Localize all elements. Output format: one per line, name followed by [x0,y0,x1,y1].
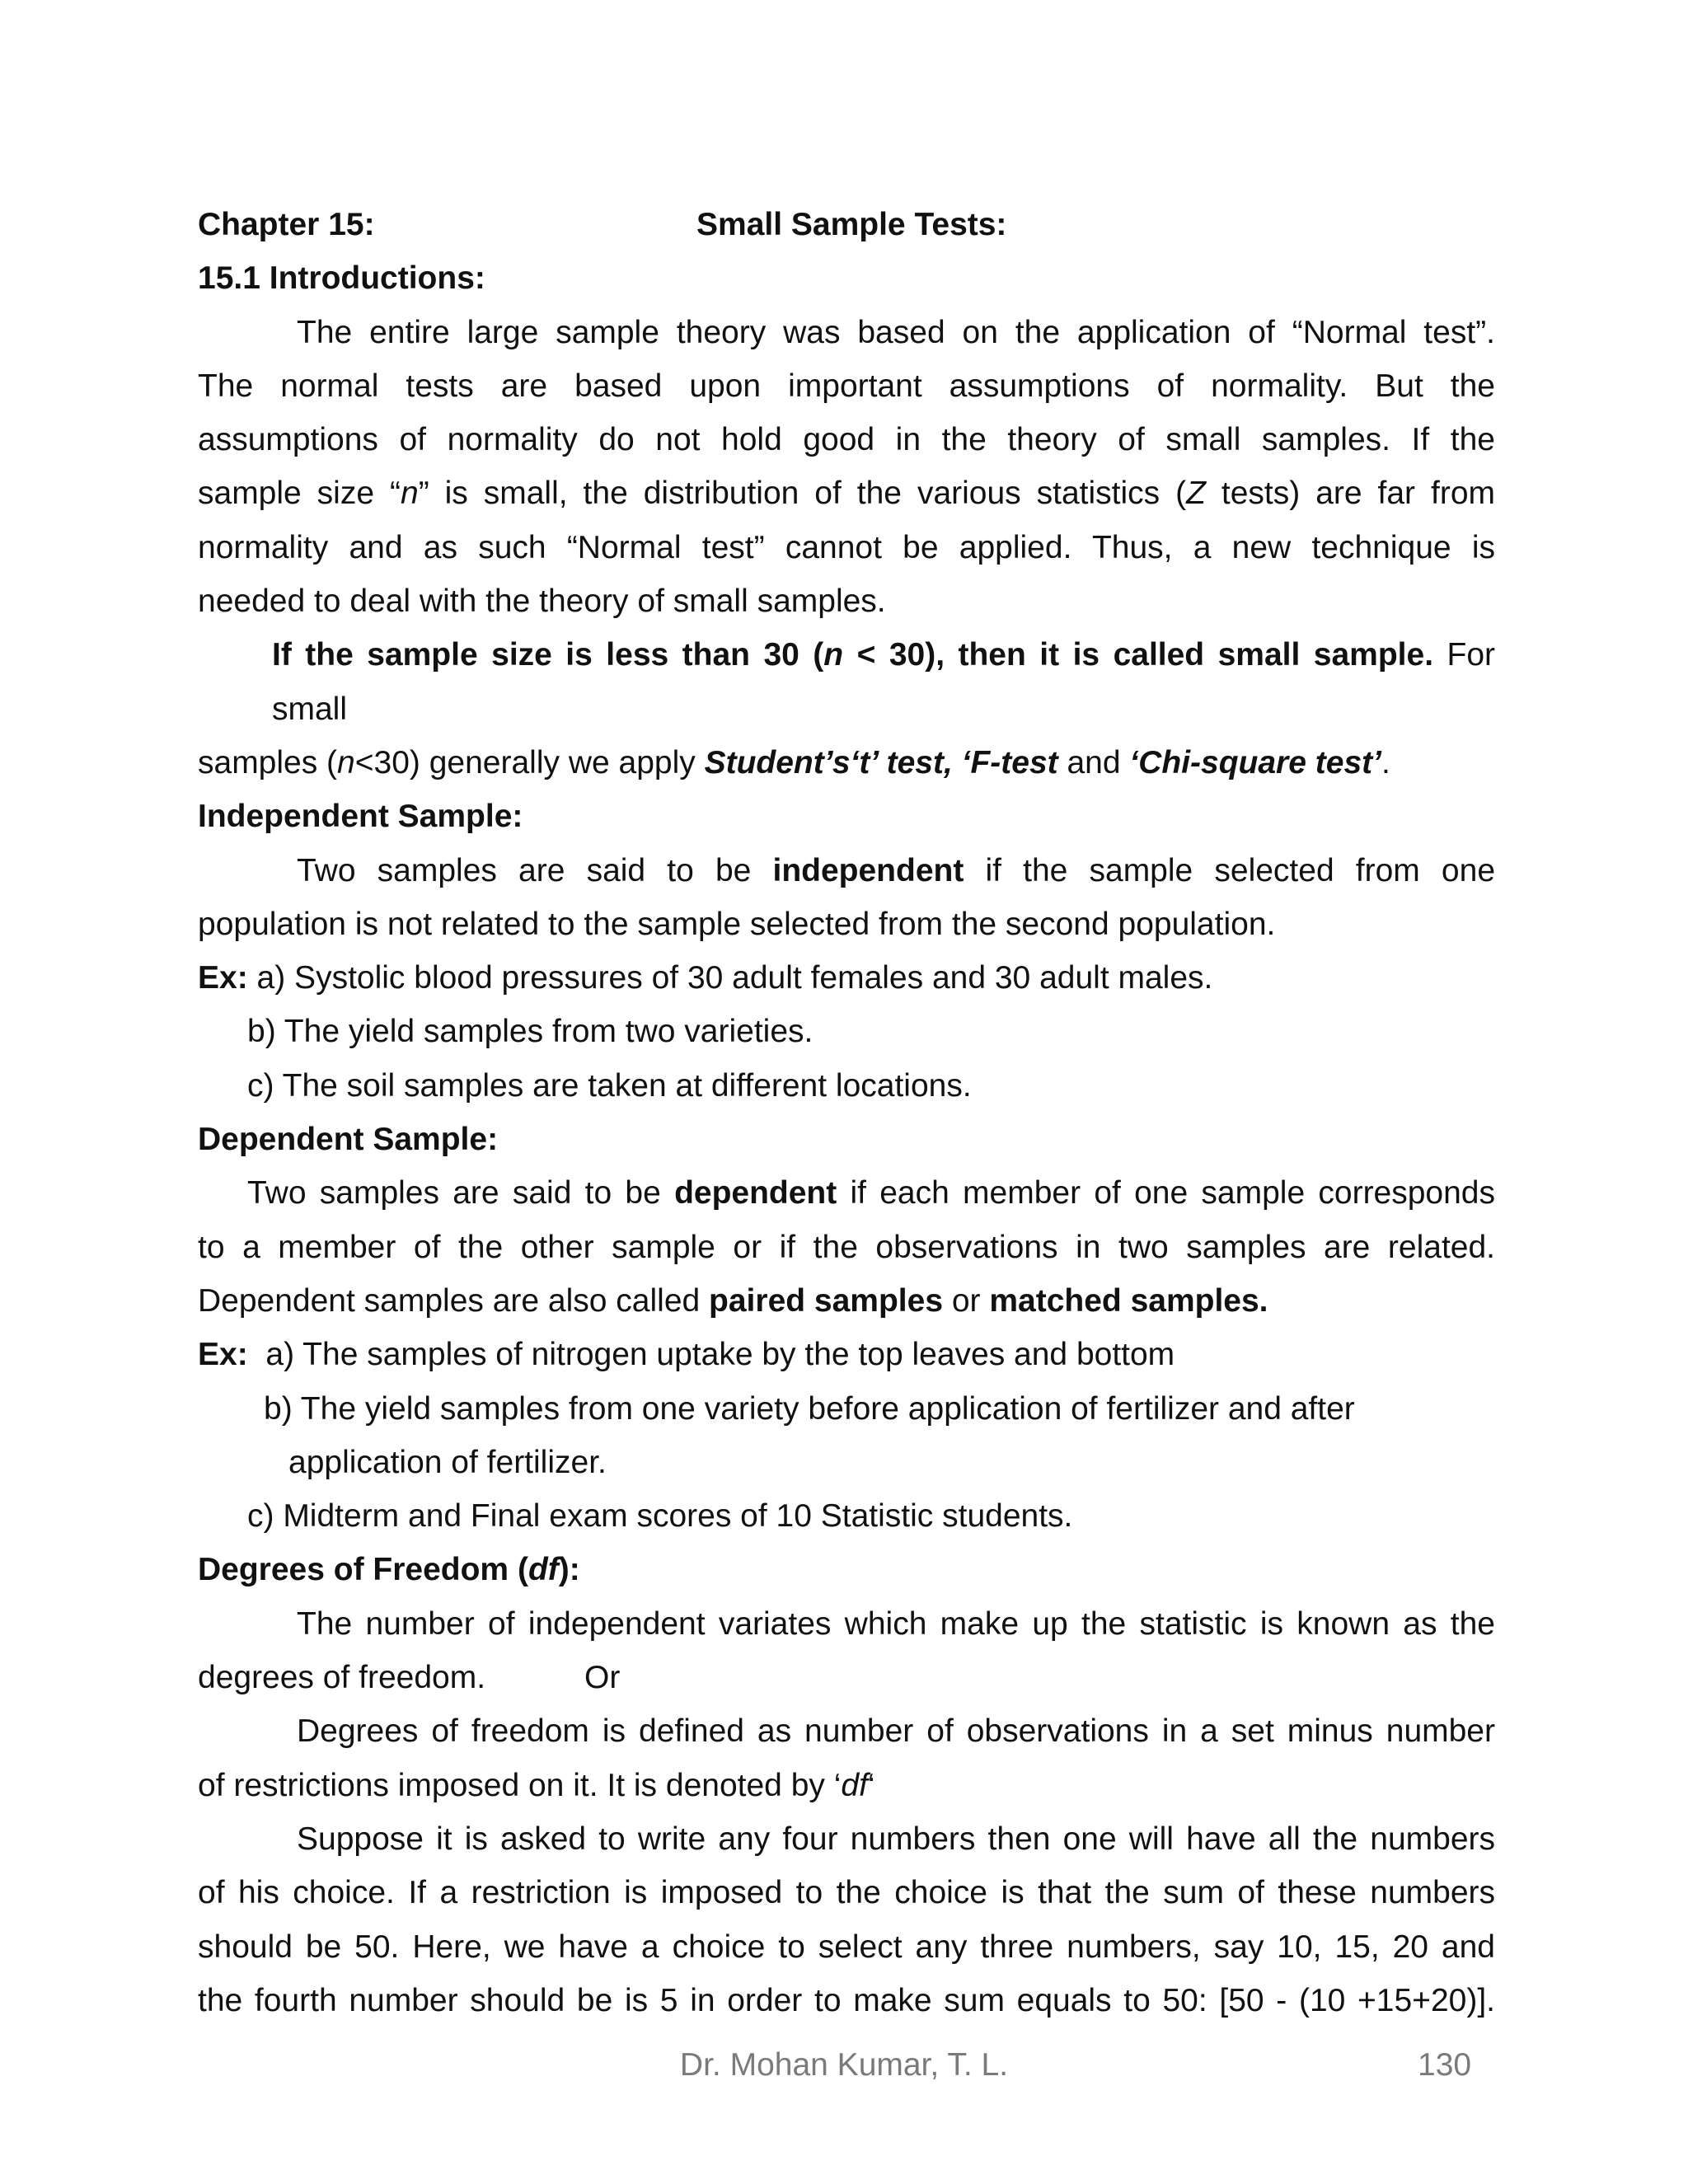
section-heading-degrees-of-freedom: Degrees of Freedom (df): [198,1552,580,1588]
dependent-example-c: c) Midterm and Final exam scores of 10 Statistic students. [247,1498,1073,1535]
dependent-line2: to a member of the other sample or if the observations in two samples are related. [198,1229,1495,1265]
dof-para3-line4: the fourth number should be is 5 in order to make sum equals to 50: [50 - (10 +15+20)]. [198,1982,1495,2018]
intro-para1-line4: sample size “n” is small, the distribution of the various statistics (Z tests) are far from [198,476,1495,512]
dof-para3-line2: of his choice. If a restriction is imposed to the choice is that the sum of these numbers [198,1875,1495,1911]
intro-para1-line1: The entire large sample theory was based on the application of “Normal test”. [297,314,1495,350]
intro-para1-line2: The normal tests are based upon important assumptions of normality. But the [198,368,1495,404]
independent-example-b: b) The yield samples from two varieties. [247,1014,814,1050]
footer-page-number: 130 [1418,2047,1472,2083]
intro-para2-line1: If the sample size is less than 30 (n < 30), then it is called small sample. For small [272,637,1495,727]
or-text: Or [584,1660,621,1696]
intro-para2-line2: samples (n<30) generally we apply Student’s‘t’ test, ‘F-test and ‘Chi-square test’. [198,744,1390,780]
independent-line1: Two samples are said to be independent if the sample selected from one [297,852,1496,888]
independent-example-c: c) The soil samples are taken at different locations. [247,1067,972,1104]
independent-example-a: Ex: a) Systolic blood pressures of 30 adult females and 30 adult males. [198,960,1213,996]
dof-para2-line1: Degrees of freedom is defined as number of observations in a set minus number [297,1713,1495,1750]
intro-para1-line6: needed to deal with the theory of small samples. [198,583,886,620]
dof-para1-line2: degrees of freedom. Or [198,1660,621,1696]
chapter-label: Chapter 15: [198,207,375,242]
intro-para1-line3: assumptions of normality do not hold good in the theory of small samples. If the [198,422,1495,458]
independent-line2: population is not related to the sample selected from the second population. [198,906,1276,942]
page-body [198,198,1495,2027]
dependent-example-a: Ex: a) The samples of nitrogen uptake by the top leaves and bottom [198,1337,1175,1373]
intro-para1-line5: normality and as such “Normal test” cannot be applied. Thus, a new technique is [198,529,1495,565]
chapter-header [198,198,1495,251]
dependent-line1: Two samples are said to be dependent if each member of one sample corresponds [247,1175,1496,1212]
dof-para2-line2: of restrictions imposed on it. It is denoted by ‘df‘ [198,1767,875,1803]
dependent-line3: Dependent samples are also called paired samples or matched samples. [198,1282,1268,1319]
dof-para1-line1: The number of independent variates which make up the statistic is known as the [297,1605,1495,1642]
section-heading-dependent: Dependent Sample: [198,1122,499,1158]
dof-para3-line3: should be 50. Here, we have a choice to select any three numbers, say 10, 15, 20 and [198,1929,1495,1965]
section-heading-introductions: 15.1 Introductions: [198,260,485,297]
section-heading-independent: Independent Sample: [198,799,523,835]
dependent-example-b2: application of fertilizer. [288,1444,607,1480]
dependent-example-b1: b) The yield samples from one variety before application of fertilizer and after [264,1390,1355,1427]
dof-para3-line1: Suppose it is asked to write any four numbers then one will have all the numbers [297,1821,1495,1857]
footer-author: Dr. Mohan Kumar, T. L. [679,2047,1009,2083]
chapter-title: Small Sample Tests: [696,207,1007,242]
